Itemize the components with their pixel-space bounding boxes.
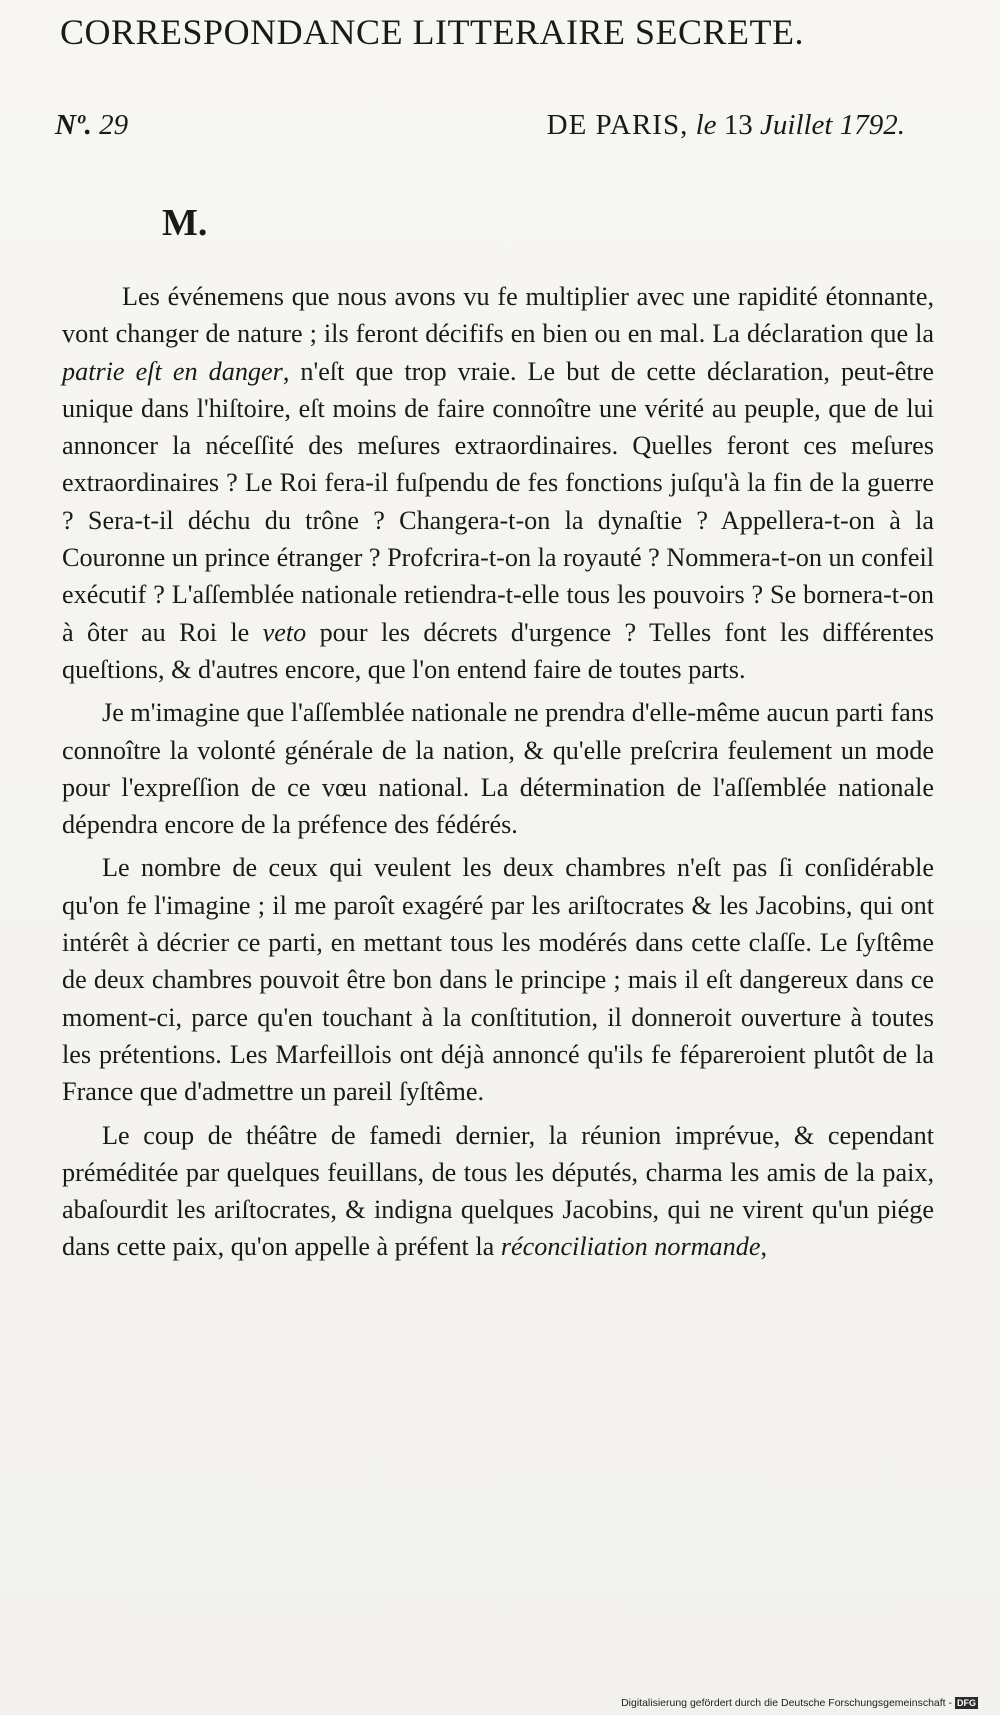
emphasis-reconciliation: réconciliation normande	[500, 1232, 761, 1262]
emphasis-veto: veto	[262, 617, 307, 647]
paragraph-3: Le nombre de ceux qui veulent les deux chambres n'eſt pas ſi conſidérable qu'on fe l'imagine ; il me paroît exagéré par les ariſtocrates & les Jacobins, qui ont intérêt à décrier ce parti, en mettant tous les modérés dans cette claſſe. Le ſyſtême de deux chambres pouvoit être bon dans le principe ; mais il eſt dangereux dans ce moment-ci, parce qu'en touchant à la conſtitution, il donneroit ouverture à toutes les prétentions. Les Marfeillois ont déjà annoncé qu'ils fe fépareroient plutôt de la France que d'admettre un pareil ſyſtême.	[62, 853, 934, 1107]
paragraph-2: Je m'imagine que l'aſſemblée nationale ne prendra d'elle-même aucun parti fans connoître la volonté générale de la nation, & qu'elle preſcrira feulement un mode pour l'expreſſion de ce vœu national. La détermination de l'aſſemblée nationale dépendra encore de la préfence des fédérés.	[62, 698, 934, 840]
issue-label: Nº.	[55, 109, 92, 141]
dateline	[547, 100, 905, 150]
dateline-month: Juillet	[760, 109, 833, 141]
issue-number-value: 29	[99, 109, 129, 141]
credit-text: Digitalisierung gefördert durch die Deutsche Forschungsgemeinschaft -	[621, 1697, 952, 1709]
issue-number	[55, 100, 128, 150]
dfg-logo-icon: DFG	[957, 1698, 976, 1708]
dateline-year: 1792.	[839, 109, 905, 141]
digitization-credit	[621, 1697, 978, 1709]
paragraph-4: Le coup de théâtre de famedi dernier, la réunion imprévue, & cependant préméditée par quelques feuillans, de tous les députés, charma les amis de la paix, abaſourdit les ariſtocrates, & indigna quelques Jacobins, qui ne virent qu'un piége dans cette paix, qu'on appelle à préfent la réconciliation normande,	[62, 1120, 934, 1262]
dateline-day: 13	[723, 109, 753, 141]
salutation: M.	[162, 202, 208, 244]
letter-body	[62, 278, 934, 1272]
dateline-le: le	[695, 109, 717, 141]
issue-dateline-row	[55, 100, 905, 150]
dateline-place: DE PARIS,	[546, 109, 689, 141]
masthead-title: CORRESPONDANCE LITTERAIRE SECRETE.	[60, 12, 805, 52]
paragraph-1: Les événemens que nous avons vu fe multiplier avec une rapidité étonnante, vont changer de nature ; ils feront décififs en bien ou en mal. La déclaration que la patrie eſt en danger, n'eſt que trop vraie. Le but de cette déclaration, peut-être unique dans l'hiſtoire, eſt moins de faire connoître une vérité au peuple, que de lui annoncer la néceſſité des meſures extraordinaires. Quelles feront ces meſures extraordinaires ? Le Roi fera-il fuſpendu de fes fonctions juſqu'à la fin de la guerre ? Sera-t-il déchu du trône ? Changera-t-on la dynaſtie ? Appellera-t-on à la Couronne un prince étranger ? Profcrira-t-on la royauté ? Nommera-t-on un confeil exécutif ? L'aſſemblée nationale retiendra-t-elle tous les pouvoirs ? Se bornera-t-on à ôter au Roi le veto pour les décrets d'urgence ? Telles font les différentes queſtions, & d'autres encore, que l'on entend faire de toutes parts.	[62, 282, 934, 684]
emphasis-patrie: patrie eſt en danger	[62, 356, 283, 386]
